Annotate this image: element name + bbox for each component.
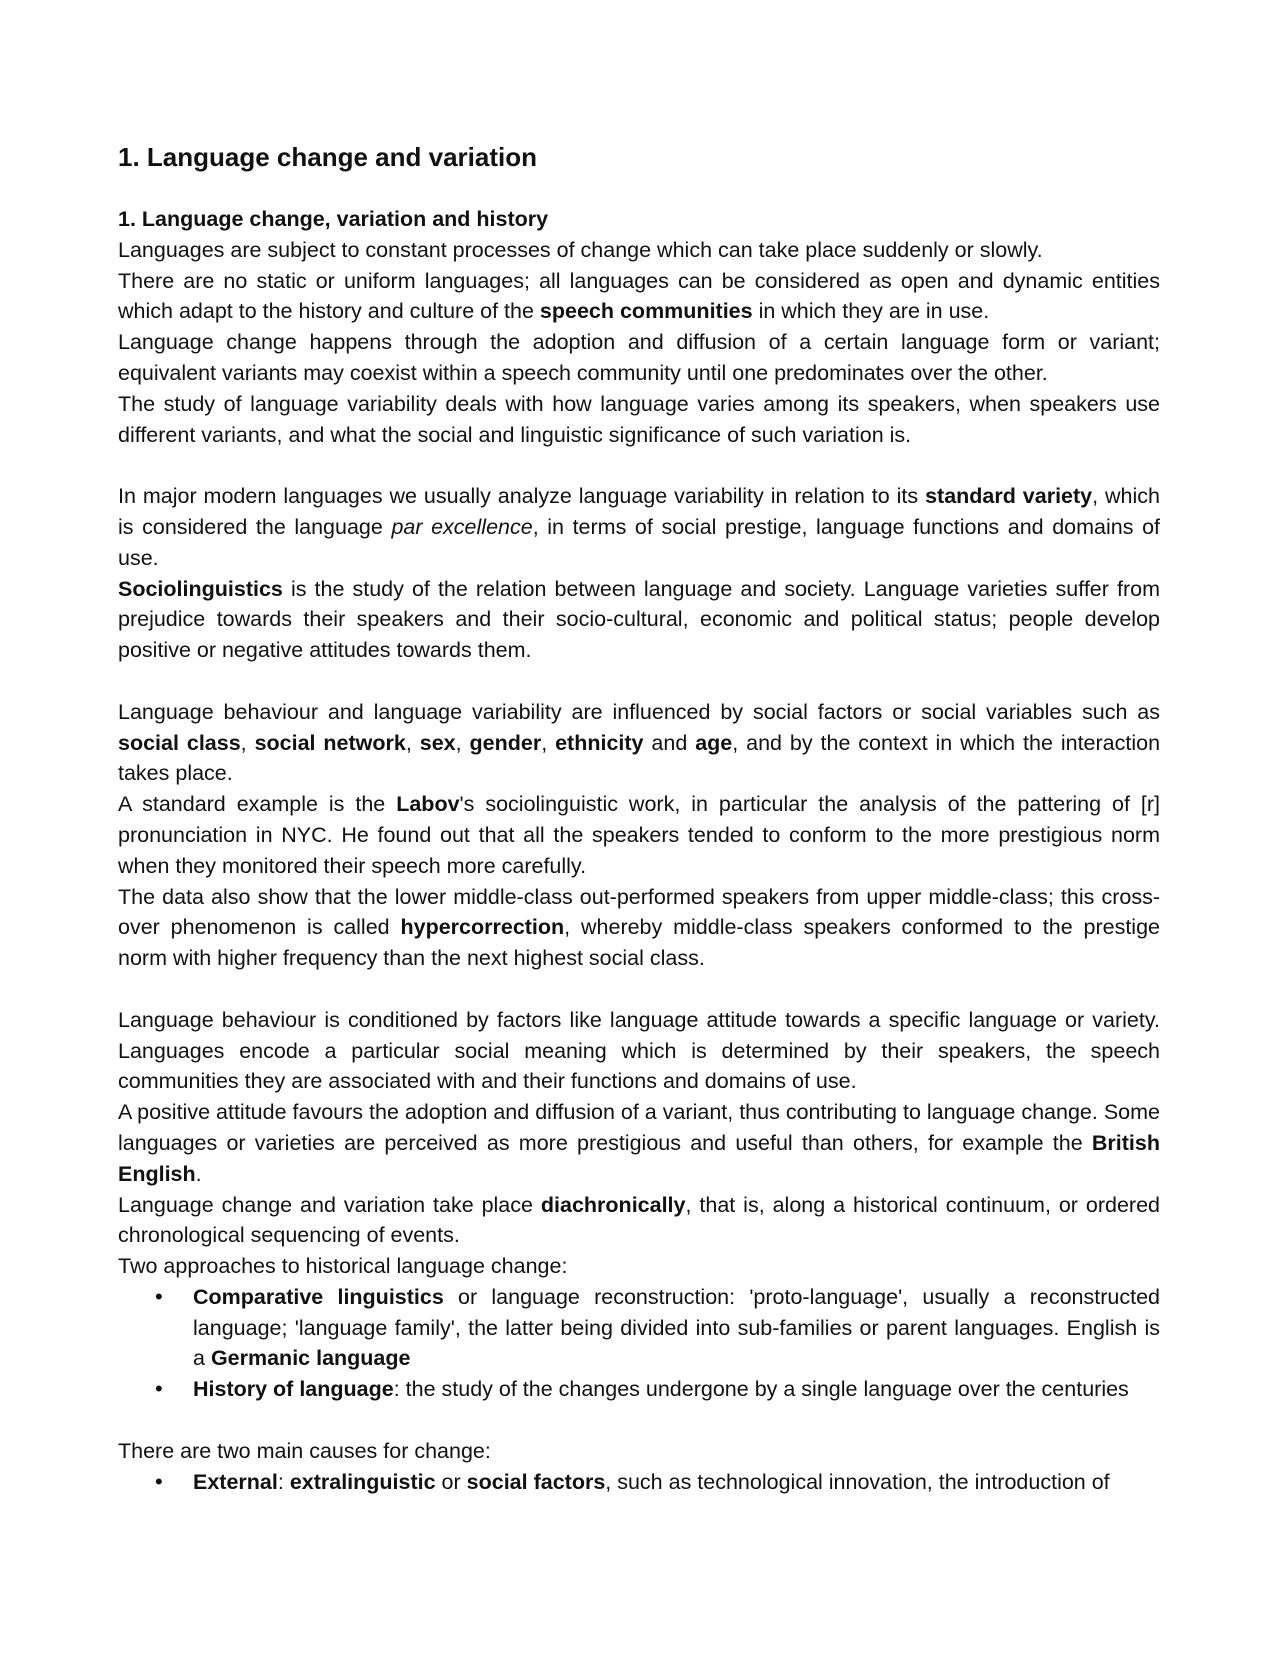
term-hypercorrection: hypercorrection xyxy=(400,915,565,940)
term-external: External xyxy=(193,1469,278,1494)
paragraph-4-positive-attitude: A positive attitude favours the adoption and diffusion of a variant, thus contributing to language change. Some languages or varieties are perceived as more prestigious and useful than others, for example the British English. xyxy=(118,1100,1160,1186)
term-british-english: British English xyxy=(118,1130,1160,1186)
paragraph-1-line-4: The study of language variability deals with how language varies among its speakers, when speakers use different variants, and what the social and linguistic significance of such variation is. xyxy=(118,391,1160,447)
paragraph-2-sociolinguistics: Sociolinguistics is the study of the relation between language and society. Language varieties suffer from prejudice towards their speakers and their socio-cultural, economic and political status; people develop positive or negative attitudes towards them. xyxy=(118,576,1160,663)
document-title: 1. Language change and variation xyxy=(118,142,537,172)
term-speech-communities: speech communities xyxy=(539,299,753,324)
spacer xyxy=(118,1405,1160,1436)
term-social-network: social network xyxy=(254,730,406,755)
term-standard-variety: standard variety xyxy=(925,484,1093,509)
term-comparative-linguistics: Comparative linguistics xyxy=(193,1284,444,1309)
list-item: • History of language: the study of the changes undergone by a single language over the centuries xyxy=(193,1374,1160,1405)
paragraph-2-standard-variety: In major modern languages we usually analyze language variability in relation to its standard variety, which is considered the language par excellence, in terms of social prestige, language functions and domains of use. xyxy=(118,484,1161,570)
approaches-list xyxy=(118,1282,1160,1405)
spacer xyxy=(118,666,1160,697)
list-item: • Comparative linguistics or language reconstruction: 'proto-language', usually a reconstructed language; 'language family', the latter being divided into sub-families or parent languages. English is a Germanic language xyxy=(193,1282,1160,1374)
paragraph-3-social-variables: Language behaviour and language variability are influenced by social factors or social variables such as social class, social network, sex, gender, ethnicity and age, and by the context in which the interaction takes place. xyxy=(118,699,1161,786)
term-sociolinguistics: Sociolinguistics xyxy=(118,576,283,601)
section-heading: 1. Language change, variation and history xyxy=(118,207,549,231)
paragraph-3-labov: A standard example is the Labov's sociolinguistic work, in particular the analysis of the pattering of [r] pronunciation in NYC. He found out that all the speakers tended to conform to the more prestigious norm when they monitored their speech more carefully. xyxy=(118,792,1161,878)
term-social-factors: social factors xyxy=(466,1469,606,1494)
spacer xyxy=(118,450,1160,481)
term-age: age xyxy=(695,730,733,755)
term-history-of-language: History of language xyxy=(193,1377,394,1402)
paragraph-4-diachronically: Language change and variation take place diachronically, that is, along a historical continuum, or ordered chronological sequencing of events. xyxy=(118,1192,1160,1248)
term-par-excellence: par excellence xyxy=(391,514,533,539)
spacer xyxy=(118,974,1160,1005)
paragraph-5-causes-intro: There are two main causes for change: xyxy=(118,1438,491,1463)
term-extralinguistic: extralinguistic xyxy=(289,1469,436,1494)
paragraph-4-attitude: Language behaviour is conditioned by factors like language attitude towards a specific language or variety. Languages encode a particular social meaning which is determined by their speakers, the speech communities they are associated with and their functions and domains of use. xyxy=(118,1007,1160,1094)
term-ethnicity: ethnicity xyxy=(555,730,644,755)
term-gender: gender xyxy=(469,730,542,755)
paragraph-1-line-2: There are no static or uniform languages; all languages can be considered as open and dynamic entities which adapt to the history and culture of the speech communities in which they are in use. xyxy=(118,268,1160,324)
causes-list xyxy=(118,1467,1160,1498)
list-item: • External: extralinguistic or social factors, such as technological innovation, the introduction of xyxy=(193,1467,1160,1498)
term-social-class: social class xyxy=(118,730,241,755)
paragraph-1-line-1: Languages are subject to constant processes of change which can take place suddenly or slowly. xyxy=(118,237,1043,262)
paragraph-4-approaches-intro: Two approaches to historical language change: xyxy=(118,1254,568,1279)
document-page xyxy=(118,140,1160,1497)
paragraph-1-line-3: Language change happens through the adoption and diffusion of a certain language form or variant; equivalent variants may coexist within a speech community until one predominates over the other. xyxy=(118,330,1160,385)
term-sex: sex xyxy=(419,730,456,755)
term-diachronically: diachronically xyxy=(540,1192,686,1217)
paragraph-3-hypercorrection: The data also show that the lower middle-class out-performed speakers from upper middle-class; this cross-over phenomenon is called hypercorrection, whereby middle-class speakers conformed to the prestige norm with higher frequency than the next highest social class. xyxy=(118,884,1161,971)
term-labov: Labov xyxy=(396,792,460,817)
term-germanic-language: Germanic language xyxy=(210,1346,411,1371)
